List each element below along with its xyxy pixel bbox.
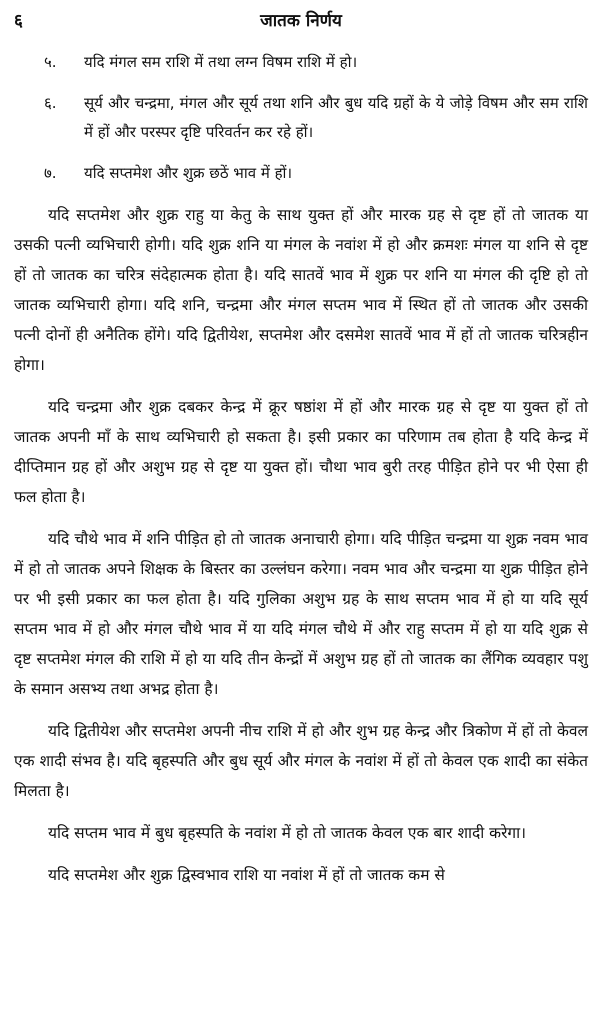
paragraph: यदि द्वितीयेश और सप्तमेश अपनी नीच राशि में हो और शुभ ग्रह केन्द्र और त्रिकोण में हों तो केवल एक शादी संभव है। यदि बृहस्पति और बुध सूर्य और मंगल के नवांश में हों तो केवल एक शादी का संकेत मिलता है। xyxy=(14,722,588,800)
list-item-text: यदि मंगल सम राशि में तथा लग्न विषम राशि में हो। xyxy=(84,53,358,71)
list-item xyxy=(14,89,588,147)
paragraph: यदि सप्तमेश और शुक्र द्विस्वभाव राशि या नवांश में हों तो जातक कम से xyxy=(48,866,445,884)
paragraph: यदि सप्तमेश और शुक्र राहु या केतु के साथ युक्त हों और मारक ग्रह से दृष्ट हों तो जातक या उसकी पत्नी व्यभिचारी होगी। यदि शुक्र शनि या मंगल के नवांश में हो और क्रमशः मंगल या शनि से दृष्ट हों तो जातक का चरित्र संदेहात्मक होता है। यदि सातवें भाव में शुक्र पर शनि या मंगल की दृष्टि हो तो जातक व्यभिचारी होगा। यदि शनि, चन्द्रमा और मंगल सप्तम भाव में स्थित हों तो जातक और उसकी पत्नी दोनों ही अनैतिक होंगे। यदि द्वितीयेश, सप्तमेश और दसमेश सातवें भाव में हों तो जातक चरित्रहीन होगा। xyxy=(14,206,588,374)
list-item-text: सूर्य और चन्द्रमा, मंगल और सूर्य तथा शनि और बुध यदि ग्रहों के ये जोड़े विषम और सम राशि में हों और परस्पर दृष्टि परिवर्तन कर रहे हों। xyxy=(84,94,588,141)
paragraph: यदि चौथे भाव में शनि पीड़ित हो तो जातक अनाचारी होगा। यदि पीड़ित चन्द्रमा या शुक्र नवम भाव में हो तो जातक अपने शिक्षक के बिस्तर का उल्लंघन करेगा। नवम भाव और चन्द्रमा या शुक्र पीड़ित होने पर भी इसी प्रकार का फल होता है। यदि गुलिका अशुभ ग्रह के साथ सप्तम भाव में हो या यदि सूर्य सप्तम भाव में हो और मंगल चौथे भाव में या यदि मंगल चौथे में और राहु सप्तम में हो या यदि शुक्र से दृष्ट सप्तमेश मंगल की राशि में हो या यदि तीन केन्द्रों में अशुभ ग्रह हों तो जातक का लैंगिक व्यवहार पशु के समान असभ्य तथा अभद्र होता है। xyxy=(14,530,588,698)
list-item-number: ६. xyxy=(44,94,57,112)
list-item xyxy=(14,159,588,188)
list-item-number: ५. xyxy=(44,53,57,71)
list-item xyxy=(14,48,588,77)
page-header xyxy=(14,6,588,36)
page-title: जातक निर्णय xyxy=(260,11,342,31)
paragraph: यदि सप्तम भाव में बुध बृहस्पति के नवांश में हो तो जातक केवल एक बार शादी करेगा। xyxy=(48,824,527,842)
page-number: ६ xyxy=(14,11,23,31)
paragraph: यदि चन्द्रमा और शुक्र दबकर केन्द्र में क्रूर षष्ठांश में हों और मारक ग्रह से दृष्ट या युक्त हों तो जातक अपनी माँ के साथ व्यभिचारी हो सकता है। इसी प्रकार का परिणाम तब होता है यदि केन्द्र में दीप्तिमान ग्रह हों और अशुभ ग्रह से दृष्ट या युक्त हों। चौथा भाव बुरी तरह पीड़ित होने पर भी ऐसा ही फल होता है। xyxy=(14,398,588,506)
list-item-text: यदि सप्तमेश और शुक्र छठें भाव में हों। xyxy=(84,164,293,182)
numbered-list xyxy=(14,48,588,188)
list-item-number: ७. xyxy=(44,164,57,182)
